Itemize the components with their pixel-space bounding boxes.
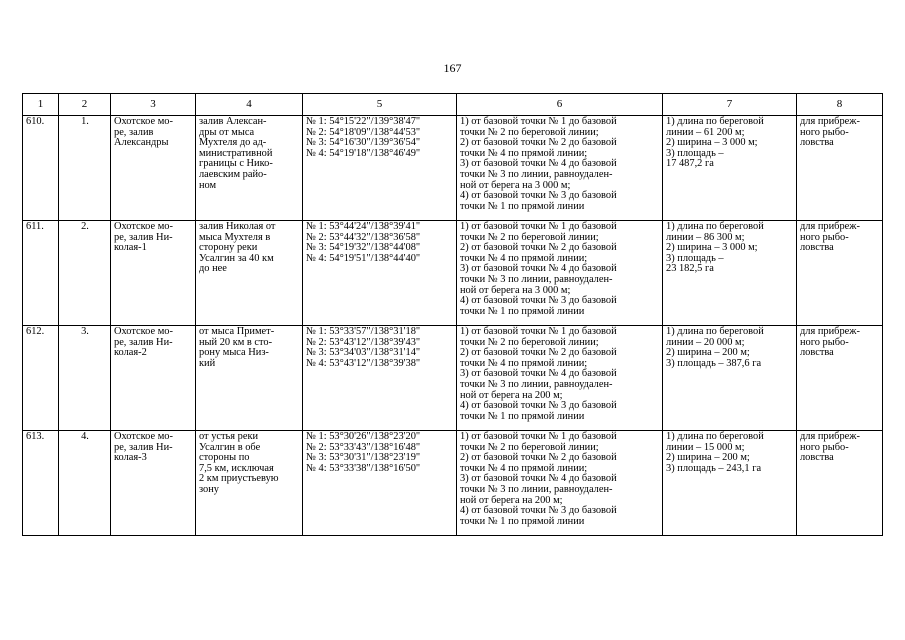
text-line: точки № 1 по прямой линии [460, 515, 585, 527]
text-line: 23 182,5 га [666, 263, 714, 275]
text-line: Усалгин в обе [199, 441, 261, 453]
text-line: ного рыбо- [800, 231, 849, 243]
column-header: 7 [663, 94, 797, 116]
text-line: стороны по [199, 452, 250, 464]
row-index: 3. [59, 326, 111, 431]
text-line: колая-1 [114, 242, 147, 254]
coordinate-line: № 2: 53°33'43"/138°16'48" [306, 441, 421, 453]
text-line: 2) ширина – 3 000 м; [666, 137, 758, 149]
text-line: границы с Нико- [199, 158, 273, 170]
row-index: 4. [59, 431, 111, 536]
area-bounds [196, 431, 303, 536]
text-line: ного рыбо- [800, 126, 849, 138]
text-line: 3) от базовой точки № 4 до базовой [460, 263, 617, 275]
text-line: 3) от базовой точки № 4 до базовой [460, 158, 617, 170]
text-line: 4) от базовой точки № 3 до базовой [460, 400, 617, 412]
area-size [663, 221, 797, 326]
coordinate-line: № 2: 53°43'12"/138°39'43" [306, 336, 421, 348]
area-purpose [797, 221, 883, 326]
table-row [23, 221, 883, 326]
row-number: 612. [23, 326, 59, 431]
table-row [23, 326, 883, 431]
fishing-areas-table [22, 93, 883, 536]
text-line: точки № 1 по прямой линии [460, 305, 585, 317]
text-line: ловства [800, 347, 834, 359]
area-bounds [196, 116, 303, 221]
text-line: точки № 3 по линии, равноудален- [460, 483, 613, 495]
text-line: 17 487,2 га [666, 158, 714, 170]
coordinate-line: № 1: 53°33'57"/138°31'18" [306, 326, 421, 337]
text-line: для прибреж- [800, 431, 860, 442]
text-line: ный 20 км в сто- [199, 336, 273, 348]
text-line: 3) от базовой точки № 4 до базовой [460, 473, 617, 485]
text-line: Усалгин за 40 км [199, 252, 274, 264]
text-line: для прибреж- [800, 326, 860, 337]
coordinate-line: № 2: 53°44'32"/138°36'58" [306, 231, 421, 243]
text-line: 2) от базовой точки № 2 до базовой [460, 347, 617, 359]
text-line: ре, залив Ни- [114, 336, 173, 348]
text-line: 2) от базовой точки № 2 до базовой [460, 137, 617, 149]
text-line: лаевским райо- [199, 168, 267, 180]
text-line: 2) ширина – 200 м; [666, 452, 750, 464]
area-name [111, 431, 196, 536]
text-line: линии – 15 000 м; [666, 441, 745, 453]
text-line: 1) длина по береговой [666, 431, 764, 442]
area-name [111, 116, 196, 221]
coordinate-line: № 1: 53°30'26"/138°23'20" [306, 431, 421, 442]
text-line: ре, залив Ни- [114, 231, 173, 243]
text-line: рону мыса Низ- [199, 347, 269, 359]
column-header: 1 [23, 94, 59, 116]
text-line: точки № 1 по прямой линии [460, 410, 585, 422]
coordinate-line: № 3: 54°19'32"/138°44'08" [306, 242, 421, 254]
coordinate-line: № 3: 53°30'31"/138°23'19" [306, 452, 421, 464]
column-header: 6 [457, 94, 663, 116]
text-line: 2) ширина – 3 000 м; [666, 242, 758, 254]
text-line: 4) от базовой точки № 3 до базовой [460, 190, 617, 202]
area-bounds [196, 221, 303, 326]
text-line: ловства [800, 137, 834, 149]
column-header: 4 [196, 94, 303, 116]
boundary-description [457, 221, 663, 326]
text-line: точки № 2 по береговой линии; [460, 336, 599, 348]
row-number: 613. [23, 431, 59, 536]
text-line: 3) площадь – 243,1 га [666, 462, 762, 474]
text-line: ной от берега на 200 м; [460, 494, 563, 506]
text-line: 4) от базовой точки № 3 до базовой [460, 295, 617, 307]
area-size [663, 116, 797, 221]
text-line: точки № 4 по прямой линии; [460, 462, 588, 474]
column-header: 8 [797, 94, 883, 116]
text-line: 1) от базовой точки № 1 до базовой [460, 431, 617, 442]
column-header: 2 [59, 94, 111, 116]
area-coordinates [303, 326, 457, 431]
text-line: 3) от базовой точки № 4 до базовой [460, 368, 617, 380]
column-header: 3 [111, 94, 196, 116]
text-line: Александры [114, 137, 169, 149]
text-line: 3) площадь – 387,6 га [666, 357, 762, 369]
text-line: дры от мыса [199, 126, 255, 138]
area-bounds [196, 326, 303, 431]
text-line: точки № 3 по линии, равноудален- [460, 378, 613, 390]
row-index: 2. [59, 221, 111, 326]
text-line: 1) от базовой точки № 1 до базовой [460, 221, 617, 232]
text-line: колая-3 [114, 452, 147, 464]
coordinate-line: № 3: 53°34'03"/138°31'14" [306, 347, 421, 359]
text-line: 1) от базовой точки № 1 до базовой [460, 116, 617, 127]
text-line: 2) от базовой точки № 2 до базовой [460, 452, 617, 464]
text-line: 3) площадь – [666, 147, 724, 159]
boundary-description [457, 116, 663, 221]
text-line: Охотское мо- [114, 221, 173, 232]
coordinate-line: № 3: 54°16'30"/139°36'54" [306, 137, 421, 149]
text-line: точки № 1 по прямой линии [460, 200, 585, 212]
text-line: сторону реки [199, 242, 258, 254]
text-line: точки № 2 по береговой линии; [460, 231, 599, 243]
text-line: министративной [199, 147, 273, 159]
text-line: 2 км приустьевую [199, 473, 279, 485]
text-line: от мыса Примет- [199, 326, 275, 337]
coordinate-line: № 2: 54°18'09"/138°44'53" [306, 126, 421, 138]
text-line: кий [199, 357, 216, 369]
text-line: 3) площадь – [666, 252, 724, 264]
text-line: Охотское мо- [114, 116, 173, 127]
text-line: 7,5 км, исключая [199, 462, 274, 474]
text-line: для прибреж- [800, 221, 860, 232]
coordinate-line: № 4: 53°33'38"/138°16'50" [306, 462, 421, 474]
area-coordinates [303, 431, 457, 536]
text-line: Охотское мо- [114, 431, 173, 442]
table-row [23, 116, 883, 221]
row-number: 610. [23, 116, 59, 221]
text-line: точки № 3 по линии, равноудален- [460, 273, 613, 285]
text-line: 2) от базовой точки № 2 до базовой [460, 242, 617, 254]
row-index: 1. [59, 116, 111, 221]
area-coordinates [303, 221, 457, 326]
text-line: точки № 4 по прямой линии; [460, 357, 588, 369]
text-line: от устья реки [199, 431, 259, 442]
table-row [23, 431, 883, 536]
header-row [23, 94, 883, 116]
area-name [111, 326, 196, 431]
text-line: 1) длина по береговой [666, 116, 764, 127]
coordinate-line: № 1: 54°15'22"/139°38'47" [306, 116, 421, 127]
coordinate-line: № 1: 53°44'24"/138°39'41" [306, 221, 421, 232]
text-line: ловства [800, 452, 834, 464]
text-line: зону [199, 483, 219, 495]
text-line: ного рыбо- [800, 441, 849, 453]
page-number: 167 [443, 61, 462, 75]
coordinate-line: № 4: 53°43'12"/138°39'38" [306, 357, 421, 369]
area-name [111, 221, 196, 326]
text-line: Мухтеля до ад- [199, 137, 267, 149]
text-line: точки № 4 по прямой линии; [460, 147, 588, 159]
text-line: залив Алексан- [199, 116, 267, 127]
text-line: залив Николая от [199, 221, 276, 232]
boundary-description [457, 326, 663, 431]
boundary-description [457, 431, 663, 536]
text-line: линии – 86 300 м; [666, 231, 745, 243]
area-purpose [797, 116, 883, 221]
column-header: 5 [303, 94, 457, 116]
text-line: ной от берега на 3 000 м; [460, 179, 571, 191]
text-line: точки № 3 по линии, равноудален- [460, 168, 613, 180]
text-line: ного рыбо- [800, 336, 849, 348]
text-line: 1) от базовой точки № 1 до базовой [460, 326, 617, 337]
area-coordinates [303, 116, 457, 221]
text-line: 1) длина по береговой [666, 221, 764, 232]
text-line: точки № 2 по береговой линии; [460, 126, 599, 138]
text-line: точки № 4 по прямой линии; [460, 252, 588, 264]
text-line: 2) ширина – 200 м; [666, 347, 750, 359]
text-line: 4) от базовой точки № 3 до базовой [460, 505, 617, 517]
text-line: до нее [199, 263, 227, 275]
area-size [663, 431, 797, 536]
text-line: линии – 20 000 м; [666, 336, 745, 348]
text-line: ре, залив [114, 126, 154, 138]
text-line: ной от берега на 200 м; [460, 389, 563, 401]
coordinate-line: № 4: 54°19'51"/138°44'40" [306, 252, 421, 264]
text-line: ре, залив Ни- [114, 441, 173, 453]
area-size [663, 326, 797, 431]
text-line: ном [199, 179, 217, 191]
text-line: колая-2 [114, 347, 147, 359]
text-line: ловства [800, 242, 834, 254]
area-purpose [797, 326, 883, 431]
text-line: для прибреж- [800, 116, 860, 127]
row-number: 611. [23, 221, 59, 326]
text-line: ной от берега на 3 000 м; [460, 284, 571, 296]
text-line: Охотское мо- [114, 326, 173, 337]
coordinate-line: № 4: 54°19'18"/138°46'49" [306, 147, 421, 159]
area-purpose [797, 431, 883, 536]
text-line: линии – 61 200 м; [666, 126, 745, 138]
text-line: 1) длина по береговой [666, 326, 764, 337]
text-line: точки № 2 по береговой линии; [460, 441, 599, 453]
text-line: мыса Мухтеля в [199, 231, 271, 243]
